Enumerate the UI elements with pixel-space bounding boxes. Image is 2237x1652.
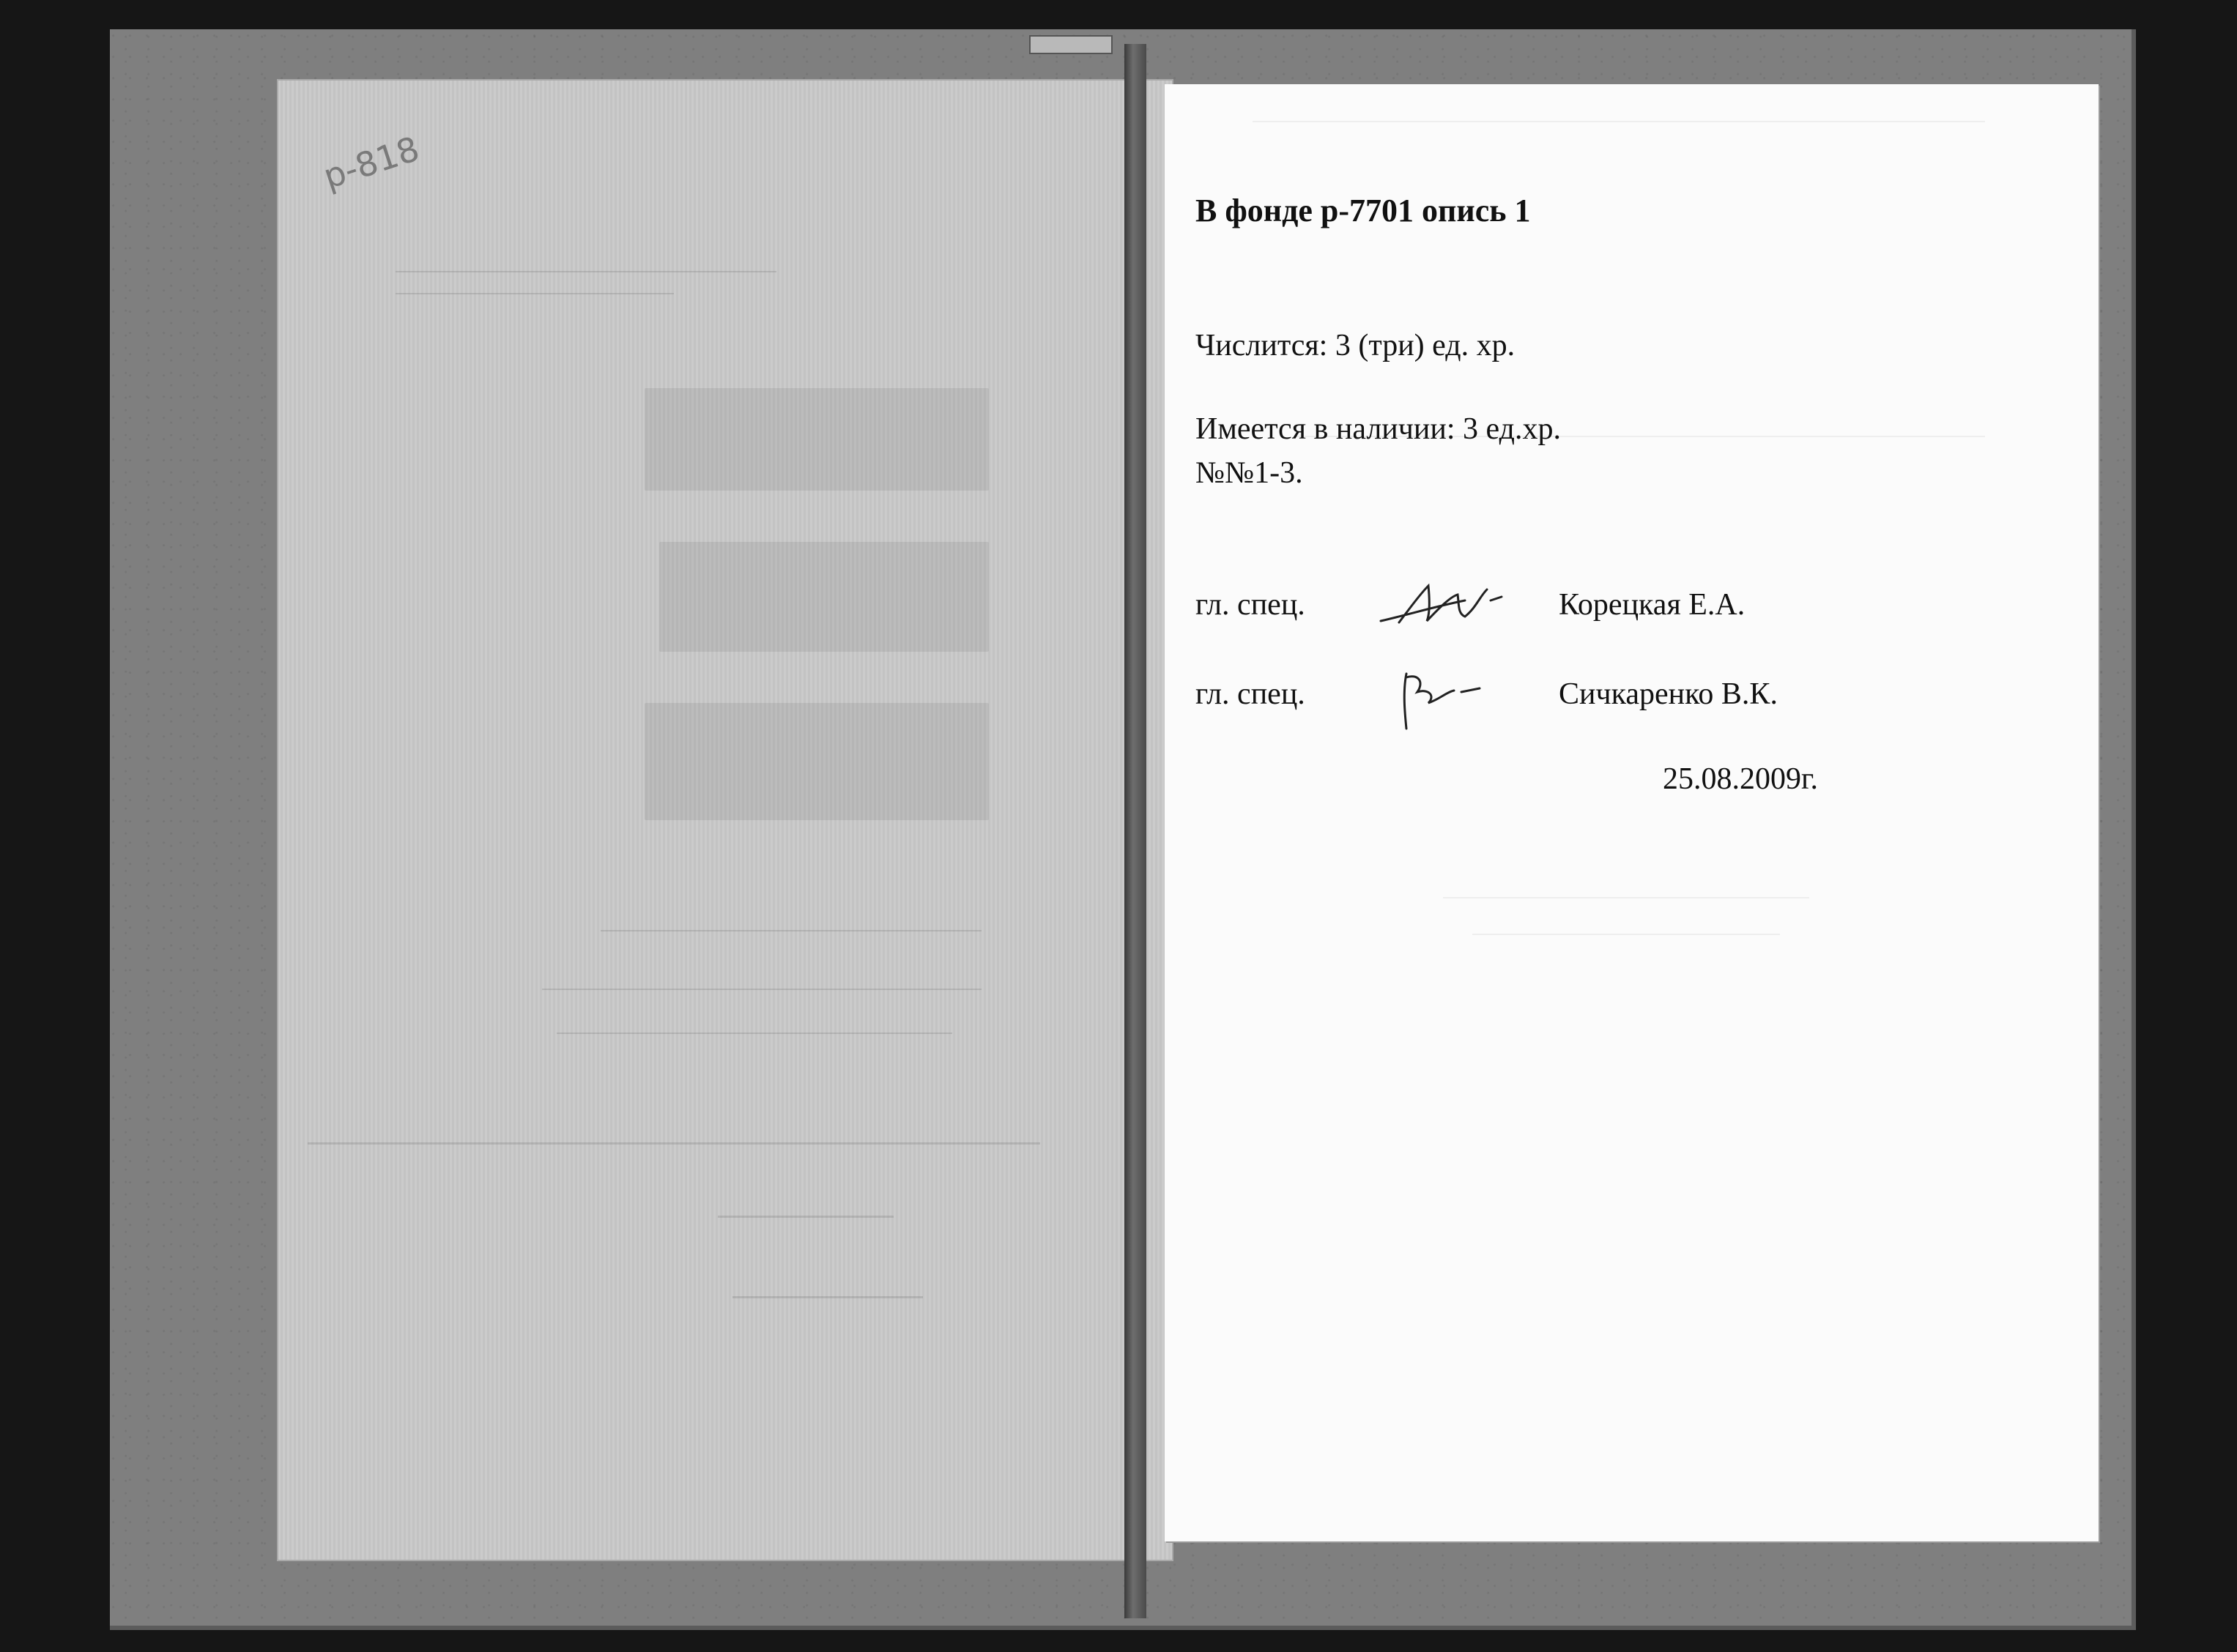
signature-2 — [1384, 663, 1494, 732]
bleed-through-line — [1472, 934, 1780, 935]
signatory-name: Корецкая Е.А. — [1559, 588, 1746, 622]
pencil-note: р-818 — [318, 128, 424, 197]
spine — [1124, 44, 1146, 1618]
signatory-role: гл. спец. — [1195, 677, 1305, 711]
right-page — [1165, 84, 2099, 1541]
count-line: Числится: 3 (три) ед. хр. — [1195, 329, 1516, 362]
ghost-text-line — [396, 293, 674, 294]
ghost-text-block — [645, 703, 989, 820]
fund-heading: В фонде р-7701 опись 1 — [1195, 193, 1531, 228]
ghost-handwriting-line — [718, 1216, 894, 1218]
left-page — [278, 81, 1172, 1560]
ghost-text-line — [542, 989, 982, 990]
signature-1 — [1377, 578, 1531, 630]
bleed-through-line — [1443, 897, 1809, 898]
ghost-text-line — [396, 271, 776, 272]
ghost-text-line — [601, 930, 982, 931]
signatory-name: Сичкаренко В.К. — [1559, 677, 1778, 711]
ghost-handwriting-line — [308, 1142, 1040, 1145]
numbers-line: №№1-3. — [1195, 456, 1303, 490]
ghost-text-block — [645, 388, 989, 491]
binding-clip — [1029, 35, 1113, 54]
ghost-text-line — [557, 1032, 952, 1034]
bleed-through-line — [1253, 121, 1985, 122]
ghost-text-block — [659, 542, 989, 652]
available-line: Имеется в наличии: 3 ед.хр. — [1195, 412, 1561, 446]
ghost-handwriting-line — [732, 1296, 923, 1298]
signatory-role: гл. спец. — [1195, 588, 1305, 622]
date: 25.08.2009г. — [1663, 762, 1818, 796]
